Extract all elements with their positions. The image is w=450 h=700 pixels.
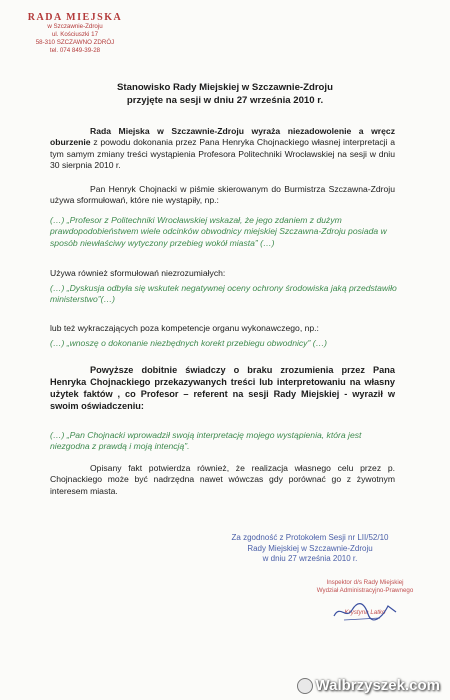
inspector-name: Krystyna Latko <box>344 609 386 616</box>
stamp-line: 58-310 SZCZAWNO ZDRÓJ <box>35 39 115 46</box>
document-title-line2: przyjęte na sesji w dniu 27 września 2010 r. <box>126 95 324 106</box>
stamp-line: ul. Kościuszki 17 <box>51 31 99 38</box>
site-watermark <box>297 677 441 694</box>
document-title-line1: Stanowisko Rady Miejskiej w Szczawnie-Zdroju <box>117 82 333 93</box>
paragraph-5: Powyższe dobitnie świadczy o braku zrozumienia przez Pana Henryka Chojnackiego przekazywanych treści lub interpretowaniu na własny użytek faktów , co Profesor – referent na sesji Rady Miejskiej - wyraził w swoim oświadczeniu: <box>50 365 395 411</box>
quote-2: (…) „Dyskusja odbyła się wskutek negatywnej oceny ochrony środowiska jaką przedstawiło ministerstwo”(…) <box>50 283 397 305</box>
watermark-logo-icon <box>297 678 313 694</box>
council-stamp <box>14 12 136 55</box>
inspector-line: Wydział Administracyjno-Prawnego <box>316 587 414 594</box>
quote-3: (…) „wnoszę o dokonanie niezbędnych korekt przebiegu obwodnicy” (…) <box>50 338 328 348</box>
quote-4: (…) „Pan Chojnacki wprowadził swoją interpretację mojego wystąpienia, która jest niezgodna z prawdą i moją intencją”. <box>50 430 362 452</box>
paragraph-4: lub też wykraczających poza kompetencje organu wykonawczego, np.: <box>50 323 319 333</box>
paragraph-1-text: z powodu dokonania przez Pana Henryka Chojnackiego własnej interpretacji a tym samym zmiany treści wystąpienia Profesora Politechniki Wrocławskiej na sesji w dniu 30 sierpnia 2010 r. <box>50 137 395 171</box>
signature-scribble-icon <box>330 598 400 624</box>
paragraph-3: Używa również sformułowań niezrozumiałych: <box>50 268 226 278</box>
watermark-text: Walbrzyszek.com <box>315 677 440 694</box>
paragraph-2: Pan Henryk Chojnacki w piśmie skierowanym do Burmistrza Szczawna-Zdroju używa sformułowań, które nie wystąpiły, np.: <box>50 184 395 206</box>
inspector-line: Inspektor d/s Rady Miejskiej <box>326 579 404 586</box>
certification-block <box>200 533 420 565</box>
certification-line: Za zgodność z Protokołem Sesji nr LII/52/10 <box>231 533 389 542</box>
certification-line: Rady Miejskiej w Szczawnie-Zdroju <box>247 543 373 553</box>
stamp-line: w Szczawnie-Zdroju <box>47 23 103 30</box>
paragraph-1 <box>50 126 395 172</box>
quote-1: (…) „Profesor z Politechniki Wrocławskiej wskazał, że jego zdaniem z dużym prawdopodobieństwem wiele odcinków obwodnicy miejskiej Szczawna-Zdroju posiada w sposób niewłaściwy wytyczony przebieg wokół miasta” (…) <box>50 215 387 248</box>
stamp-line: tel. 074 849-39-28 <box>49 47 101 54</box>
paragraph-1-bold: Rada Miejska w Szczawnie-Zdroju wyraża niezadowolenie a wręcz oburzenie <box>50 126 395 148</box>
paragraph-6: Opisany fakt potwierdza również, że realizacja własnego celu przez p. Chojnackiego może być nadrzędna nawet wówczas gdy porównać go z żywotnym interesem miasta. <box>50 463 395 496</box>
stamp-name: RADA MIEJSKA <box>27 12 123 23</box>
certification-line: w dniu 27 września 2010 r. <box>262 554 358 563</box>
